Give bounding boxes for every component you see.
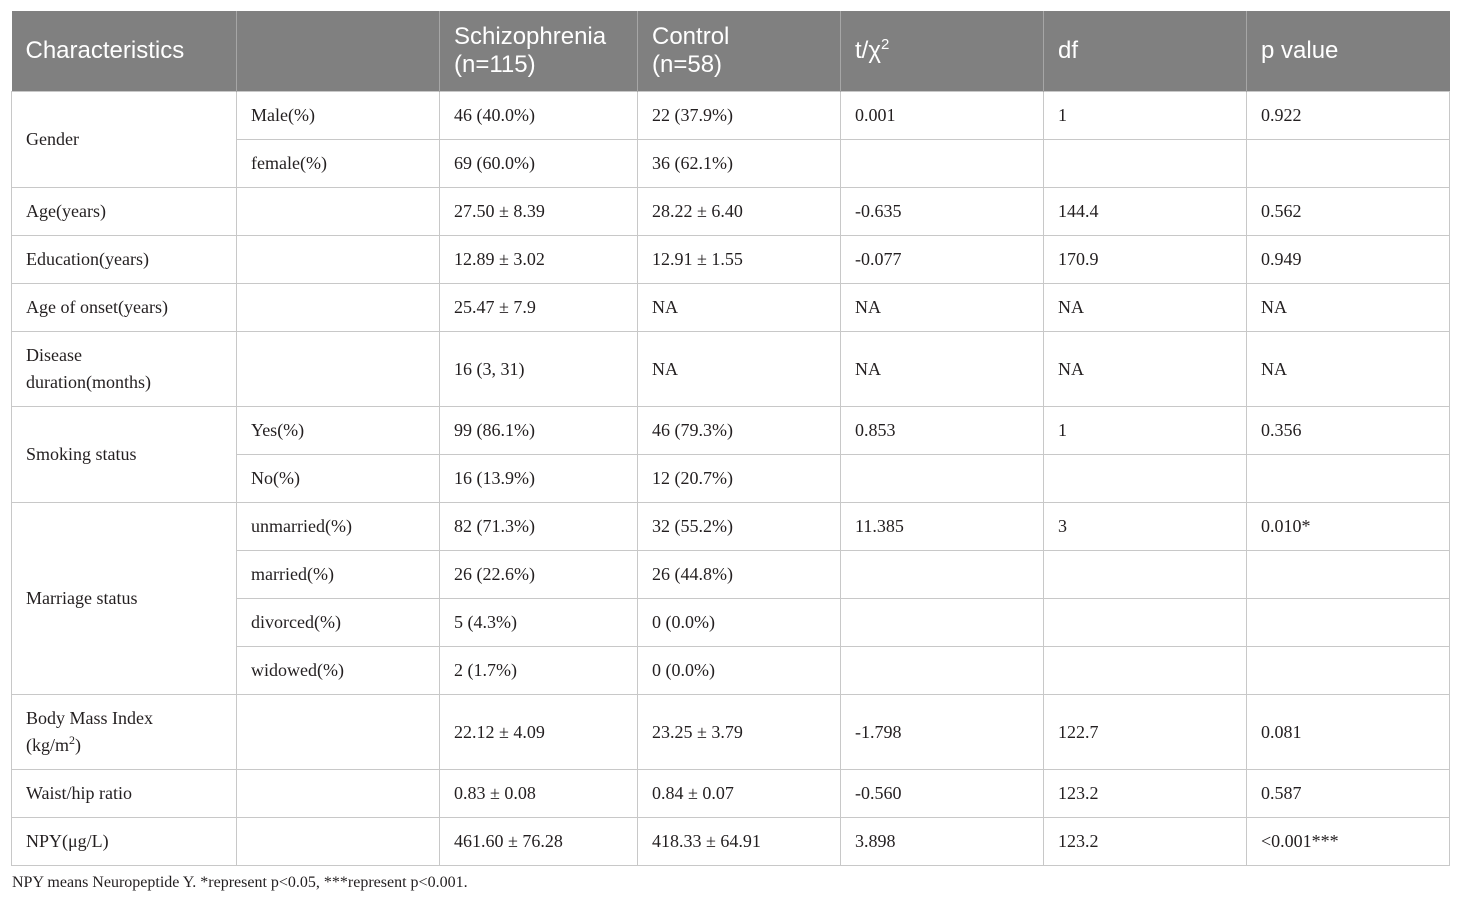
age-stat: -0.635 [841,188,1044,236]
age-label: Age(years) [12,188,237,236]
marriage-widowed-schizophrenia: 2 (1.7%) [440,647,638,695]
gender-df: 1 [1044,92,1247,140]
gender-male-control: 22 (37.9%) [638,92,841,140]
marriage-df: 3 [1044,503,1247,551]
whr-control: 0.84 ± 0.07 [638,770,841,818]
empty-cell [237,236,440,284]
table-row [12,92,1450,140]
empty-cell [841,647,1044,695]
empty-cell [841,140,1044,188]
empty-cell [1044,647,1247,695]
bmi-stat: -1.798 [841,695,1044,770]
marriage-unmarried-schizophrenia: 82 (71.3%) [440,503,638,551]
header-df: df [1044,11,1247,92]
education-label: Education(years) [12,236,237,284]
bmi-label-line1: Body Mass Index [26,708,153,728]
education-stat: -0.077 [841,236,1044,284]
onset-control: NA [638,284,841,332]
duration-label [12,332,237,407]
table-row [12,332,1450,407]
header-t-chi-sup: 2 [880,36,890,53]
gender-label: Gender [12,92,237,188]
onset-label: Age of onset(years) [12,284,237,332]
smoking-yes-control: 46 (79.3%) [638,407,841,455]
age-df: 144.4 [1044,188,1247,236]
onset-p: NA [1247,284,1450,332]
empty-cell [1247,647,1450,695]
smoking-no-sub: No(%) [237,455,440,503]
whr-df: 123.2 [1044,770,1247,818]
header-schizophrenia-name: Schizophrenia [454,23,607,50]
table-header-row [12,11,1450,92]
smoking-no-schizophrenia: 16 (13.9%) [440,455,638,503]
duration-label-line2: duration(months) [26,372,151,392]
marriage-widowed-sub: widowed(%) [237,647,440,695]
bmi-label [12,695,237,770]
npy-p: <0.001*** [1247,818,1450,866]
onset-df: NA [1044,284,1247,332]
characteristics-table-container [11,11,1449,866]
npy-schizophrenia: 461.60 ± 76.28 [440,818,638,866]
table-footnote: NPY means Neuropeptide Y. *represent p<0.05, ***represent p<0.001. [12,874,468,891]
whr-stat: -0.560 [841,770,1044,818]
header-control [638,11,841,92]
gender-male-schizophrenia: 46 (40.0%) [440,92,638,140]
empty-cell [1247,599,1450,647]
smoking-label: Smoking status [12,407,237,503]
onset-schizophrenia: 25.47 ± 7.9 [440,284,638,332]
header-t-chi-square [841,11,1044,92]
empty-cell [237,818,440,866]
bmi-label-unit-sup: 2 [69,733,75,747]
duration-stat: NA [841,332,1044,407]
marriage-divorced-control: 0 (0.0%) [638,599,841,647]
age-p: 0.562 [1247,188,1450,236]
marriage-unmarried-control: 32 (55.2%) [638,503,841,551]
empty-cell [841,455,1044,503]
bmi-control: 23.25 ± 3.79 [638,695,841,770]
whr-p: 0.587 [1247,770,1450,818]
header-subcategory [237,11,440,92]
empty-cell [237,188,440,236]
duration-p: NA [1247,332,1450,407]
header-schizophrenia-n: (n=115) [454,51,536,78]
header-schizophrenia [440,11,638,92]
header-control-n: (n=58) [652,51,723,78]
header-characteristics: Characteristics [12,11,237,92]
marriage-divorced-schizophrenia: 5 (4.3%) [440,599,638,647]
empty-cell [841,599,1044,647]
marriage-married-schizophrenia: 26 (22.6%) [440,551,638,599]
empty-cell [237,695,440,770]
marriage-p: 0.010* [1247,503,1450,551]
npy-df: 123.2 [1044,818,1247,866]
marriage-stat: 11.385 [841,503,1044,551]
bmi-label-unit-suffix: ) [75,735,81,755]
education-p: 0.949 [1247,236,1450,284]
duration-control: NA [638,332,841,407]
whr-label: Waist/hip ratio [12,770,237,818]
empty-cell [237,770,440,818]
marriage-married-sub: married(%) [237,551,440,599]
education-schizophrenia: 12.89 ± 3.02 [440,236,638,284]
empty-cell [237,284,440,332]
npy-label: NPY(μg/L) [12,818,237,866]
marriage-married-control: 26 (44.8%) [638,551,841,599]
empty-cell [237,332,440,407]
duration-df: NA [1044,332,1247,407]
empty-cell [1044,455,1247,503]
gender-p: 0.922 [1247,92,1450,140]
header-p-value: p value [1247,11,1450,92]
education-df: 170.9 [1044,236,1247,284]
empty-cell [1247,140,1450,188]
gender-female-sub: female(%) [237,140,440,188]
empty-cell [1044,140,1247,188]
empty-cell [1044,599,1247,647]
table-row [12,818,1450,866]
npy-control: 418.33 ± 64.91 [638,818,841,866]
empty-cell [1044,551,1247,599]
smoking-no-control: 12 (20.7%) [638,455,841,503]
header-t-chi-prefix: t/χ [855,37,881,64]
onset-stat: NA [841,284,1044,332]
table-row [12,284,1450,332]
duration-label-line1: Disease [26,345,82,365]
marriage-label: Marriage status [12,503,237,695]
bmi-df: 122.7 [1044,695,1247,770]
smoking-p: 0.356 [1247,407,1450,455]
table-row [12,236,1450,284]
npy-stat: 3.898 [841,818,1044,866]
bmi-schizophrenia: 22.12 ± 4.09 [440,695,638,770]
bmi-p: 0.081 [1247,695,1450,770]
header-control-name: Control [652,23,730,50]
gender-female-control: 36 (62.1%) [638,140,841,188]
age-control: 28.22 ± 6.40 [638,188,841,236]
table-row [12,770,1450,818]
empty-cell [841,551,1044,599]
characteristics-table [11,11,1450,866]
empty-cell [1247,551,1450,599]
marriage-unmarried-sub: unmarried(%) [237,503,440,551]
whr-schizophrenia: 0.83 ± 0.08 [440,770,638,818]
smoking-yes-sub: Yes(%) [237,407,440,455]
table-row [12,695,1450,770]
education-control: 12.91 ± 1.55 [638,236,841,284]
smoking-df: 1 [1044,407,1247,455]
table-row [12,407,1450,455]
duration-schizophrenia: 16 (3, 31) [440,332,638,407]
smoking-stat: 0.853 [841,407,1044,455]
empty-cell [1247,455,1450,503]
marriage-widowed-control: 0 (0.0%) [638,647,841,695]
marriage-divorced-sub: divorced(%) [237,599,440,647]
smoking-yes-schizophrenia: 99 (86.1%) [440,407,638,455]
table-row [12,503,1450,551]
age-schizophrenia: 27.50 ± 8.39 [440,188,638,236]
gender-stat: 0.001 [841,92,1044,140]
gender-female-schizophrenia: 69 (60.0%) [440,140,638,188]
table-row [12,188,1450,236]
bmi-label-unit-prefix: (kg/m [26,735,69,755]
gender-male-sub: Male(%) [237,92,440,140]
